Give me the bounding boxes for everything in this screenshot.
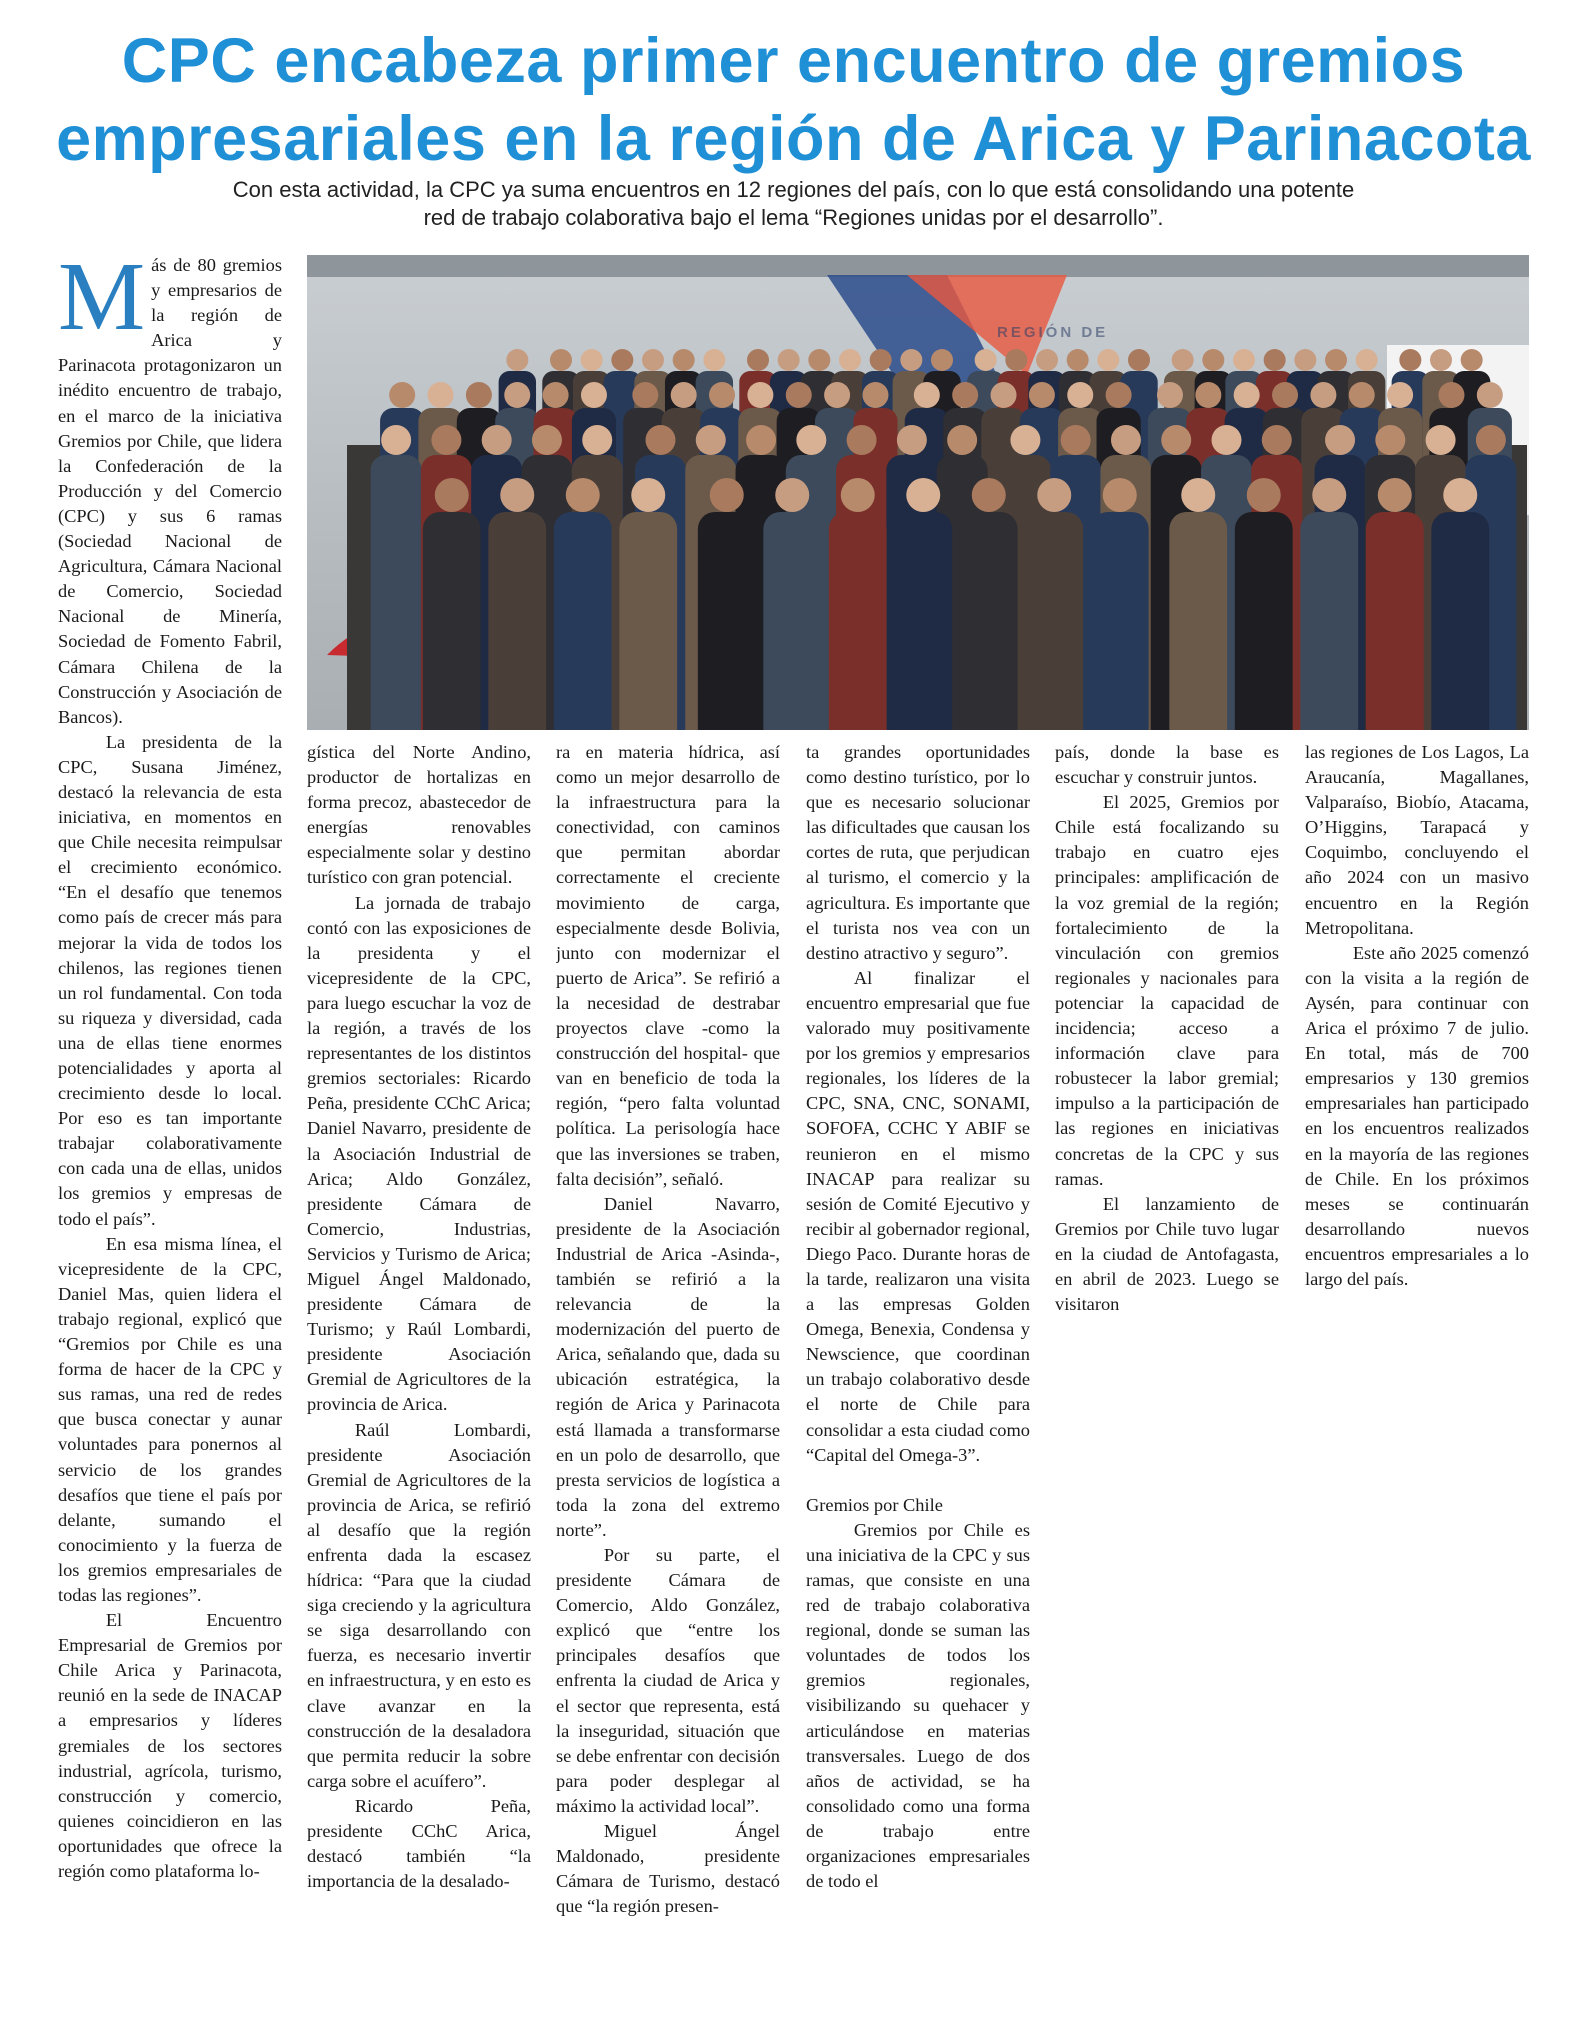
crowd-person-head bbox=[646, 425, 676, 455]
crowd-person-body bbox=[1431, 512, 1489, 730]
crowd-person-head bbox=[1195, 382, 1221, 408]
crowd-person-head bbox=[1375, 425, 1405, 455]
crowd-person-head bbox=[1037, 478, 1071, 512]
crowd-person-head bbox=[581, 382, 607, 408]
crowd-person-body bbox=[1366, 512, 1424, 730]
crowd-person-head bbox=[1378, 478, 1412, 512]
crowd-person-head bbox=[1349, 382, 1375, 408]
crowd-person-head bbox=[1181, 478, 1215, 512]
crowd-person-head bbox=[506, 349, 528, 371]
crowd-person-body bbox=[698, 512, 756, 730]
group-photo-illustration bbox=[307, 255, 1529, 730]
crowd-person-head bbox=[1272, 382, 1298, 408]
article-paragraph: El lanzamiento de Gremios por Chile tuvo lugar en la ciudad de Antofagasta, en abril de 2023. Luego se visitaron bbox=[1055, 1193, 1279, 1315]
crowd-person-body bbox=[619, 512, 677, 730]
crowd-person-head bbox=[972, 478, 1006, 512]
article-paragraph: país, donde la base es escuchar y construir juntos. bbox=[1055, 742, 1279, 788]
subheadline-line-2: red de trabajo colaborativa bajo el lema “Regiones unidas por el desarrollo”. bbox=[423, 205, 1164, 230]
crowd-person-head bbox=[1430, 349, 1452, 371]
crowd-person-body bbox=[371, 455, 422, 730]
crowd-person-body bbox=[960, 512, 1018, 730]
article-lead-paragraph: Más de 80 gremios y empresarios de la región de Arica y Parinacota protagonizaron un inédito encuentro de trabajo, en el marco de la iniciativa Gremios por Chile, que lidera la Confederación de la Producción y del Comercio (CPC) y sus 6 ramas (Sociedad Nacional de Agricultura, Cámara Nacional de Comercio, Sociedad Nacional de Minería, Sociedad de Fomento Fabril, Cámara Chilena de la Construcción y Asociación de Bancos). bbox=[58, 253, 282, 727]
crowd-person-head bbox=[1233, 349, 1255, 371]
crowd-person-head bbox=[897, 425, 927, 455]
headline-line-1: CPC encabeza primer encuentro de gremios bbox=[121, 26, 1466, 96]
crowd-person-head bbox=[1325, 349, 1347, 371]
crowd-person-head bbox=[796, 425, 826, 455]
crowd-person-head bbox=[632, 382, 658, 408]
crowd-person-head bbox=[775, 478, 809, 512]
article-column-3 bbox=[556, 740, 780, 2038]
headline bbox=[0, 22, 1587, 178]
crowd-person-head bbox=[947, 425, 977, 455]
article-paragraph: El Encuentro Empresarial de Gremios por Chile Arica y Parinacota, reunió en la sede de INACAP a empresarios y líderes gremiales de los sectores industrial, agrícola, turismo, construcción y comercio, quienes coincidieron en las oportunidades que ofrece la región como plataforma lo- bbox=[58, 1610, 282, 1881]
crowd-person-head bbox=[1106, 382, 1132, 408]
crowd-person-head bbox=[1399, 349, 1421, 371]
crowd-person-head bbox=[900, 349, 922, 371]
article-paragraph: gística del Norte Andino, productor de hortalizas en forma precoz, abastecedor de energías renovables especialmente solar y destino turístico con gran potencial. bbox=[307, 742, 531, 888]
article-paragraph: Por su parte, el presidente Cámara de Comercio, Aldo González, explicó que “entre los principales desafíos que enfrenta la ciudad de Arica y el sector que representa, está la inseguridad, situación que se debe enfrentar con decisión para poder desplegar al máximo la actividad local”. bbox=[556, 1545, 780, 1816]
crowd-person-head bbox=[914, 382, 940, 408]
crowd-person-body bbox=[1091, 512, 1149, 730]
crowd-person-head bbox=[1157, 382, 1183, 408]
article-column-1 bbox=[58, 253, 282, 2038]
article-paragraph: ta grandes oportunidades como destino turístico, por lo que es necesario solucionar las dificultades que causan los cortes de ruta, que perjudican al turismo, el comercio y la agricultura. Es importante que el turista nos vea con un destino atractivo y seguro”. bbox=[806, 742, 1030, 963]
article-paragraph: El 2025, Gremios por Chile está focalizando su trabajo en cuatro ejes principales: amplificación de la voz gremial de la región; fortalecimiento de la vinculación con gremios regionales y nacionales para potenciar la capacidad de incidencia; acceso a información clave para robustecer la labor gremial; impulso a la participación de las regiones en iniciativas concretas de la CPC y sus ramas. bbox=[1055, 792, 1279, 1189]
article-paragraph: Miguel Ángel Maldonado, presidente Cámara de Turismo, destacó que “la región presen- bbox=[556, 1821, 780, 1917]
crowd-person-head bbox=[1005, 349, 1027, 371]
crowd-person-head bbox=[500, 478, 534, 512]
article-column-2 bbox=[307, 740, 531, 2038]
crowd-person-head bbox=[1477, 382, 1503, 408]
article-paragraph: Raúl Lombardi, presidente Asociación Gremial de Agricultores de la provincia de Arica, se refirió al desafío que la región enfrenta dada la escasez hídrica: “Para que la ciudad siga creciendo y la agricultura se siga desarrollando con fuerza, es necesario invertir en infraestructura, y en esto es clave avanzar en la construcción de la desaladora que permita reducir la sobre carga sobre el acuífero”. bbox=[307, 1419, 531, 1791]
subheadline bbox=[200, 176, 1387, 232]
crowd-person-head bbox=[466, 382, 492, 408]
article-subtitle: Gremios por Chile bbox=[806, 1494, 943, 1515]
crowd-person-body bbox=[894, 512, 952, 730]
crowd-person-head bbox=[975, 349, 997, 371]
article-paragraph: Ricardo Peña, presidente CChC Arica, destacó también “la importancia de la desalado- bbox=[307, 1795, 531, 1892]
crowd-person-head bbox=[532, 425, 562, 455]
crowd-person-body bbox=[829, 512, 887, 730]
crowd-person-head bbox=[747, 382, 773, 408]
crowd-person-head bbox=[631, 478, 665, 512]
article-column-5 bbox=[1055, 740, 1279, 1340]
article-paragraph: En esa misma línea, el vicepresidente de la CPC, Daniel Mas, quien lidera el trabajo regional, explicó que “Gremios por Chile es una forma de hacer de la CPC y sus ramas, una red de redes que busca conectar y aunar voluntades para ponernos al servicio de los grandes desafíos que tiene el país por delante, sumando el conocimiento y la fuerza de los gremios empresariales de todas las regiones”. bbox=[58, 1233, 282, 1605]
crowd-person-head bbox=[582, 425, 612, 455]
crowd-person-head bbox=[1325, 425, 1355, 455]
article-paragraph: las regiones de Los Lagos, La Araucanía, Magallanes, Valparaíso, Biobío, Atacama, O’Higgins, Tarapacá y Coquimbo, concluyendo el año 2024 con un masivo encuentro en la Región Metropolitana. bbox=[1305, 742, 1529, 938]
article-paragraph: La jornada de trabajo contó con las exposiciones de la presidenta y el vicepresidente de la CPC, para luego escuchar la voz de la región, a través de los representantes de los distintos gremios sectoriales: Ricardo Peña, presidente CChC Arica; Daniel Navarro, presidente de la Asociación Industrial de Arica; Aldo González, presidente Cámara de Comercio, Industrias, Servicios y Turismo de Arica; Miguel Ángel Maldonado, presidente Cámara de Turismo; y Raúl Lombardi, presidente Asociación Gremial de Agricultores de la provincia de Arica. bbox=[307, 892, 531, 1415]
crowd-person-head bbox=[1067, 349, 1089, 371]
article-column-4 bbox=[806, 740, 1030, 2038]
crowd-person-head bbox=[1461, 349, 1483, 371]
crowd-person-head bbox=[1438, 382, 1464, 408]
crowd-person-head bbox=[1172, 349, 1194, 371]
crowd-person-head bbox=[746, 425, 776, 455]
crowd-person-head bbox=[550, 349, 572, 371]
crowd-person-head bbox=[482, 425, 512, 455]
crowd-person-head bbox=[381, 425, 411, 455]
crowd-person-head bbox=[581, 349, 603, 371]
crowd-person-body bbox=[1235, 512, 1293, 730]
crowd-person-head bbox=[566, 478, 600, 512]
crowd-person-head bbox=[1426, 425, 1456, 455]
article-paragraph: Este año 2025 comenzó con la visita a la región de Aysén, para continuar con Arica el próximo 7 de julio. En total, más de 700 empresarios y 130 gremios empresariales han participado en los encuentros realizados en la mayoría de las regiones de Chile. En los próximos meses se continuarán desarrollando nuevos encuentros empresariales a lo largo del país. bbox=[1305, 942, 1529, 1289]
crowd-person-head bbox=[1202, 349, 1224, 371]
article-paragraph: La presidenta de la CPC, Susana Jiménez, destacó la relevancia de esta iniciativa, en momentos en que Chile necesita reimpulsar el crecimiento económico. “En el desafío que tenemos como país de crecer más para mejorar la vida de todos los chilenos, las regiones tienen un rol fundamental. Con toda su riqueza y diversidad, cada una de ellas tiene enormes potencialidades y aporta al crecimiento desde lo local. Por eso es tan importante trabajar colaborativamente con cada una de ellas, unidos los gremios y empresas de todo el país”. bbox=[58, 731, 282, 1229]
crowd-person-head bbox=[435, 478, 469, 512]
crowd-person-head bbox=[671, 382, 697, 408]
crowd-person-head bbox=[611, 349, 633, 371]
crowd-person-head bbox=[389, 382, 415, 408]
crowd-person-body bbox=[1169, 512, 1227, 730]
crowd-person-head bbox=[1061, 425, 1091, 455]
crowd-person-head bbox=[1010, 425, 1040, 455]
crowd-person-head bbox=[862, 382, 888, 408]
crowd-person-body bbox=[1300, 512, 1358, 730]
crowd-person-head bbox=[839, 349, 861, 371]
crowd-person-head bbox=[1294, 349, 1316, 371]
crowd-person-head bbox=[1356, 349, 1378, 371]
crowd-person-head bbox=[808, 349, 830, 371]
crowd-person-body bbox=[423, 512, 481, 730]
crowd-person-head bbox=[824, 382, 850, 408]
article-paragraph: ra en materia hídrica, así como un mejor desarrollo de la infraestructura para la conectividad, con caminos que permitan abordar correctamente el creciente movimiento de carga, especialmente desde Bolivia, junto con modernizar el puerto de Arica”. Se refirió a la necesidad de destrabar proyectos clave -como la construcción del hospital- que van en beneficio de toda la región, “pero falta voluntad política. La perisología hace que las inversiones se traben, falta decisión”, señaló. bbox=[556, 742, 780, 1189]
article-paragraph: Daniel Navarro, presidente de la Asociación Industrial de Arica -Asinda-, también se refirió a la relevancia de la modernización del puerto de Arica, señalando que, dada su ubicación estratégica, la región de Arica y Parinacota está llamada a transformarse en un polo de desarrollo, que presta servicios de logística a toda la zona del extremo norte”. bbox=[556, 1193, 780, 1540]
subheadline-line-1: Con esta actividad, la CPC ya suma encuentros en 12 regiones del país, con lo que está consolidando una potente bbox=[232, 177, 1355, 202]
crowd-person-head bbox=[642, 349, 664, 371]
crowd-person-head bbox=[931, 349, 953, 371]
crowd-person-head bbox=[1262, 425, 1292, 455]
crowd-person-head bbox=[906, 478, 940, 512]
crowd-person-head bbox=[1212, 425, 1242, 455]
crowd-person-head bbox=[1312, 478, 1346, 512]
crowd-person-head bbox=[1234, 382, 1260, 408]
photo-banner-text: REGIÓN DE bbox=[997, 324, 1109, 341]
crowd-person-head bbox=[1128, 349, 1150, 371]
crowd-person-head bbox=[786, 382, 812, 408]
headline-line-2: empresariales en la región de Arica y Parinacota bbox=[56, 104, 1531, 174]
crowd-person-body bbox=[554, 512, 612, 730]
crowd-person-head bbox=[710, 478, 744, 512]
crowd-person-head bbox=[504, 382, 530, 408]
crowd-person-head bbox=[778, 349, 800, 371]
crowd-person-body bbox=[1025, 512, 1083, 730]
article-paragraph: Gremios por Chile es una iniciativa de la CPC y sus ramas, que consiste en una red de trabajo colaborativa regional, donde se suman las voluntades de todos los gremios regionales, visibilizando su quehacer y articulándose en materias transversales. Luego de dos años de actividad, se ha consolidado como una forma de trabajo entre organizaciones empresariales de todo el bbox=[806, 1519, 1030, 1892]
crowd-person-head bbox=[841, 478, 875, 512]
crowd-person-head bbox=[1067, 382, 1093, 408]
crowd-person-head bbox=[1264, 349, 1286, 371]
crowd-person-head bbox=[1387, 382, 1413, 408]
article-paragraph: Al finalizar el encuentro empresarial que fue valorado muy positivamente por los gremios y empresarios regionales, los líderes de la CPC, SNA, CNC, SONAMI, SOFOFA, CCHC Y ABIF se reunieron en el mismo INACAP para realizar su sesión de Comité Ejecutivo y recibir al gobernador regional, Diego Paco. Durante horas de la tarde, realizaron una visita a las empresas Golden Omega, Benexia, Condensa y Newscience, que coordinan un trabajo colaborativo desde el norte de Chile para consolidar a esta ciudad como “Capital del Omega-3”. bbox=[806, 967, 1030, 1465]
crowd-person-head bbox=[1310, 382, 1336, 408]
crowd-person-head bbox=[431, 425, 461, 455]
crowd-person-head bbox=[1247, 478, 1281, 512]
crowd-person-head bbox=[1476, 425, 1506, 455]
crowd-person-head bbox=[952, 382, 978, 408]
crowd-person-body bbox=[763, 512, 821, 730]
crowd-person-head bbox=[870, 349, 892, 371]
crowd-person-head bbox=[543, 382, 569, 408]
drop-cap: M bbox=[58, 253, 146, 351]
crowd-person-head bbox=[1111, 425, 1141, 455]
crowd-person-head bbox=[1097, 349, 1119, 371]
crowd-person-head bbox=[847, 425, 877, 455]
crowd-person-head bbox=[428, 382, 454, 408]
crowd-person-head bbox=[703, 349, 725, 371]
crowd-person-head bbox=[1161, 425, 1191, 455]
crowd-person-head bbox=[709, 382, 735, 408]
crowd-person-head bbox=[1443, 478, 1477, 512]
crowd-person-head bbox=[1029, 382, 1055, 408]
crowd-person-head bbox=[747, 349, 769, 371]
crowd-person-head bbox=[1103, 478, 1137, 512]
article-column-6 bbox=[1305, 740, 1529, 1340]
crowd-person-head bbox=[1036, 349, 1058, 371]
crowd-person-head bbox=[991, 382, 1017, 408]
crowd-person-body bbox=[488, 512, 546, 730]
crowd-person-head bbox=[696, 425, 726, 455]
crowd-person-head bbox=[673, 349, 695, 371]
group-photo bbox=[307, 255, 1529, 730]
